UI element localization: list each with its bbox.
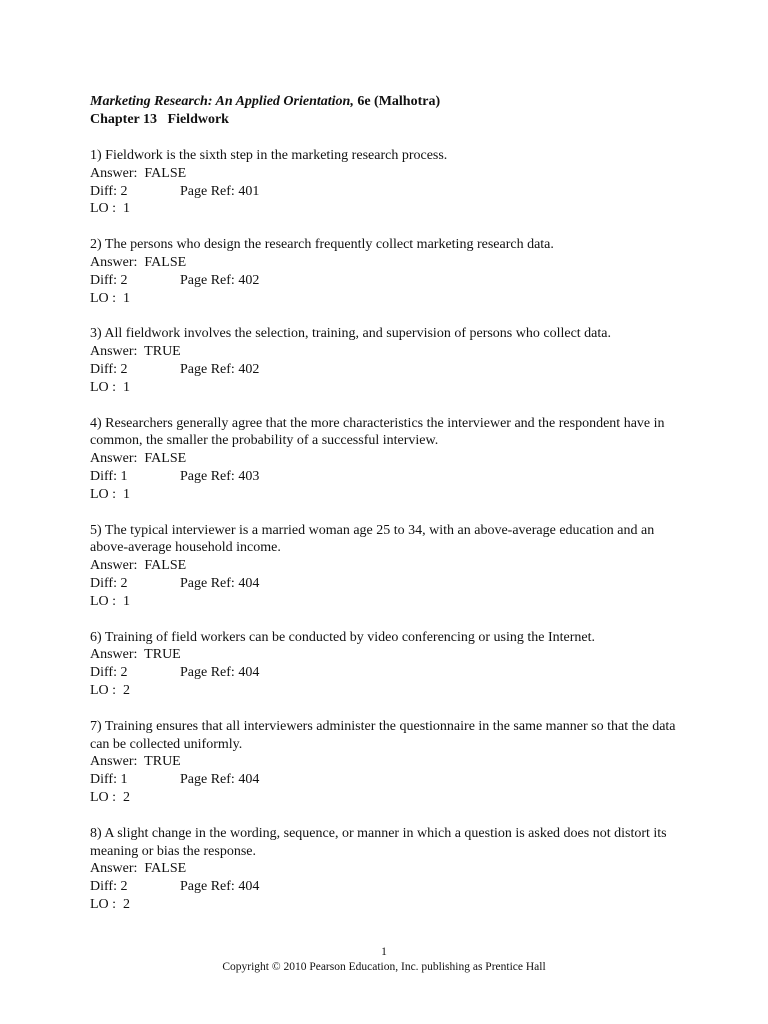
page-ref: Page Ref: 402 bbox=[180, 361, 260, 377]
page-ref: Page Ref: 404 bbox=[180, 879, 260, 895]
page-ref: Page Ref: 404 bbox=[180, 665, 260, 681]
question-item bbox=[90, 718, 690, 807]
question-text: 5) The typical interviewer is a married woman age 25 to 34, with an above-average education and an above-average household income. bbox=[90, 522, 655, 556]
document-page bbox=[90, 93, 690, 914]
answer-line: Answer: TRUE bbox=[90, 344, 181, 360]
diff-pageref-line bbox=[90, 468, 690, 486]
question-item bbox=[90, 825, 690, 914]
question-text: 4) Researchers generally agree that the more characteristics the interviewer and the respondent have in common, the smaller the probability of a successful interview. bbox=[90, 415, 665, 449]
difficulty: Diff: 2 bbox=[90, 665, 128, 681]
diff-pageref-line bbox=[90, 771, 690, 789]
answer-line: Answer: FALSE bbox=[90, 165, 187, 181]
question-text: 7) Training ensures that all interviewers administer the questionnaire in the same manner so that the data can be collected uniformly. bbox=[90, 718, 676, 752]
diff-pageref-line bbox=[90, 575, 690, 593]
question-text: 2) The persons who design the research frequently collect marketing research data. bbox=[90, 237, 554, 253]
difficulty: Diff: 2 bbox=[90, 361, 128, 377]
question-text: 6) Training of field workers can be conducted by video conferencing or using the Internet. bbox=[90, 629, 596, 645]
diff-pageref-line bbox=[90, 183, 690, 201]
page-footer bbox=[0, 945, 768, 975]
book-title: Marketing Research: An Applied Orientation, bbox=[90, 94, 354, 109]
page-ref: Page Ref: 404 bbox=[180, 575, 260, 591]
question-item bbox=[90, 147, 690, 218]
learning-objective: LO : 1 bbox=[90, 379, 131, 395]
page-number: 1 bbox=[381, 946, 387, 958]
edition-author: 6e (Malhotra) bbox=[353, 94, 441, 109]
question-item bbox=[90, 629, 690, 700]
question-item bbox=[90, 415, 690, 504]
answer-line: Answer: FALSE bbox=[90, 558, 187, 574]
learning-objective: LO : 1 bbox=[90, 290, 131, 306]
learning-objective: LO : 2 bbox=[90, 896, 131, 912]
question-text: 3) All fieldwork involves the selection, training, and supervision of persons who collect data. bbox=[90, 326, 611, 342]
difficulty: Diff: 2 bbox=[90, 879, 128, 895]
learning-objective: LO : 1 bbox=[90, 201, 131, 217]
page-ref: Page Ref: 401 bbox=[180, 183, 260, 199]
answer-line: Answer: TRUE bbox=[90, 754, 181, 770]
book-title-line bbox=[90, 93, 690, 111]
difficulty: Diff: 1 bbox=[90, 468, 128, 484]
question-item bbox=[90, 325, 690, 396]
difficulty: Diff: 2 bbox=[90, 575, 128, 591]
answer-line: Answer: FALSE bbox=[90, 254, 187, 270]
question-item bbox=[90, 236, 690, 307]
page-ref: Page Ref: 402 bbox=[180, 272, 260, 288]
difficulty: Diff: 1 bbox=[90, 772, 128, 788]
diff-pageref-line bbox=[90, 664, 690, 682]
copyright-notice: Copyright © 2010 Pearson Education, Inc. publishing as Prentice Hall bbox=[222, 961, 546, 973]
answer-line: Answer: FALSE bbox=[90, 861, 187, 877]
page-ref: Page Ref: 404 bbox=[180, 772, 260, 788]
question-text: 1) Fieldwork is the sixth step in the marketing research process. bbox=[90, 148, 448, 163]
diff-pageref-line bbox=[90, 272, 690, 290]
learning-objective: LO : 2 bbox=[90, 682, 131, 698]
learning-objective: LO : 1 bbox=[90, 486, 131, 502]
document-header bbox=[90, 93, 690, 129]
page-ref: Page Ref: 403 bbox=[180, 468, 260, 484]
answer-line: Answer: TRUE bbox=[90, 647, 181, 663]
learning-objective: LO : 2 bbox=[90, 789, 131, 805]
chapter-title: Chapter 13 Fieldwork bbox=[90, 112, 229, 127]
difficulty: Diff: 2 bbox=[90, 183, 128, 199]
question-text: 8) A slight change in the wording, sequence, or manner in which a question is asked does not distort its meaning or bias the response. bbox=[90, 825, 667, 859]
diff-pageref-line bbox=[90, 878, 690, 896]
diff-pageref-line bbox=[90, 361, 690, 379]
difficulty: Diff: 2 bbox=[90, 272, 128, 288]
question-item bbox=[90, 522, 690, 611]
learning-objective: LO : 1 bbox=[90, 593, 131, 609]
answer-line: Answer: FALSE bbox=[90, 451, 187, 467]
